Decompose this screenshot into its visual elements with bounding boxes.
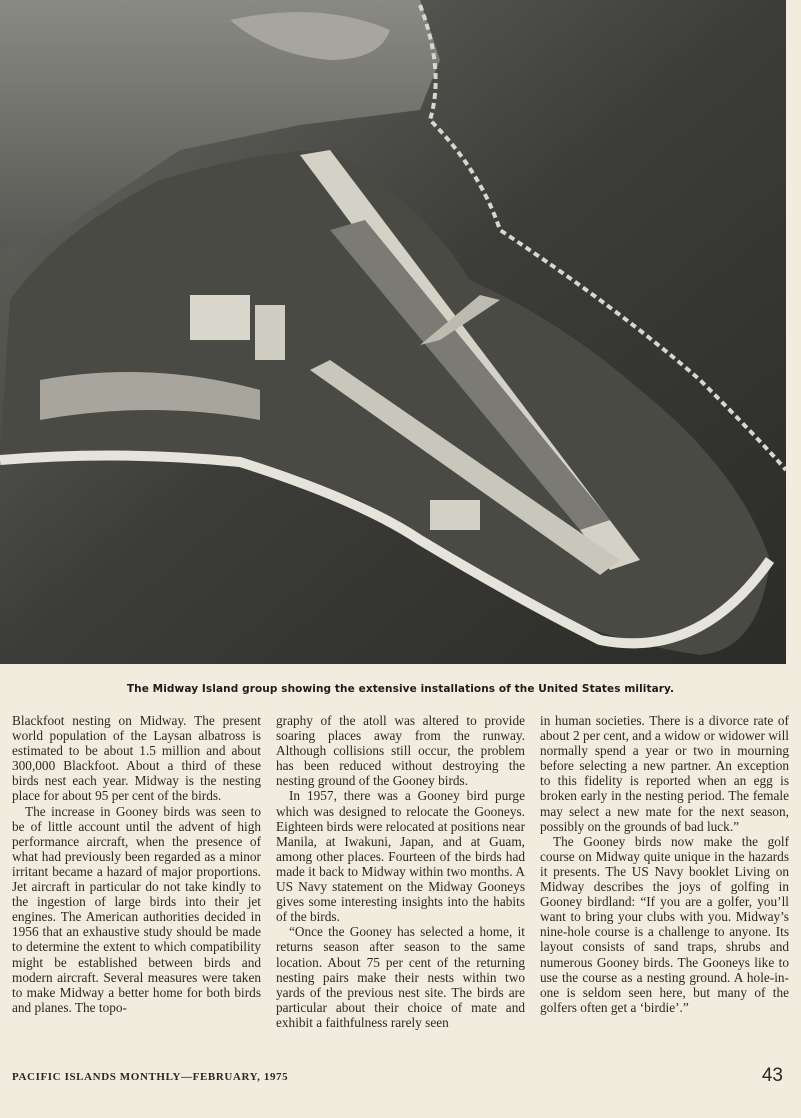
article-column-2	[276, 713, 525, 1063]
building-hangar	[190, 295, 250, 340]
paragraph: The increase in Gooney birds was seen to be of little account until the advent of high performance aircraft, when the presence of what had previously been regarded as a minor irritant became a hazard of major proportions. Jet aircraft in particular do not take kindly to the ingestion of large birds into their jet engines. The American authorities decided in 1956 that an exhaustive study should be made to determine the extent to which compatibility might be established between birds and modern aircraft. Several measures were taken to make Midway a better home for both birds and planes. The topo-	[12, 803, 261, 1015]
publication-footer: PACIFIC ISLANDS MONTHLY—FEBRUARY, 1975	[12, 1071, 289, 1083]
paragraph: Blackfoot nesting on Midway. The present world population of the Laysan albatross is estimated to be about 1.5 million and about 300,000 Blackfoot. About a third of these birds nest each year. Midway is the nesting place for about 95 per cent of the birds.	[12, 713, 261, 804]
article-column-3	[540, 713, 789, 1063]
building-shore	[430, 500, 480, 530]
article-body	[12, 713, 788, 1063]
paragraph: In 1957, there was a Gooney bird purge which was designed to relocate the Gooneys. Eighteen birds were relocated at positions near Manila, at Iwakuni, Japan, and at Guam, among other places. Fourteen of the birds had made it back to Midway within two months. A US Navy statement on the Midway Gooneys gives some interesting insights into the habits of the birds.	[276, 788, 525, 925]
paragraph: The Gooney birds now make the golf course on Midway quite unique in the hazards it presents. The US Navy booklet Living on Midway describes the joys of golfing in Gooney birdland: “If you are a golfer, you’ll want to bring your clubs with you. Midway’s nine-hole course is a challenge to anyone. Its layout consists of sand traps, shrubs and numerous Gooney birds. The Gooneys like to use the course as a nesting ground. A hole-in-one is seldom seen here, but many of the golfers often get a ‘birdie’.”	[540, 833, 789, 1015]
photo-caption: The Midway Island group showing the extensive installations of the United States military.	[126, 683, 675, 695]
paragraph: “Once the Gooney has selected a home, it returns season after season to the same location. About 75 per cent of the returning nesting pairs make their nests within two yards of the previous nest site. The birds are particular about their choice of mate and exhibit a faithfulness rarely seen	[276, 924, 525, 1030]
article-column-1	[12, 713, 261, 1063]
paragraph: graphy of the atoll was altered to provide soaring places away from the runway. Although collisions still occur, the problem has been reduced without destroying the nesting ground of the Gooney birds.	[276, 713, 525, 789]
building-block	[255, 305, 285, 360]
paragraph: in human societies. There is a divorce rate of about 2 per cent, and a widow or widower will normally spend a year or two in mourning before selecting a new partner. An exception to this fidelity is reported when an egg is broken early in the nesting period. The female may select a new mate for the next season, possibly on the grounds of bad luck.”	[540, 713, 789, 834]
page-number: 43	[761, 1065, 783, 1086]
